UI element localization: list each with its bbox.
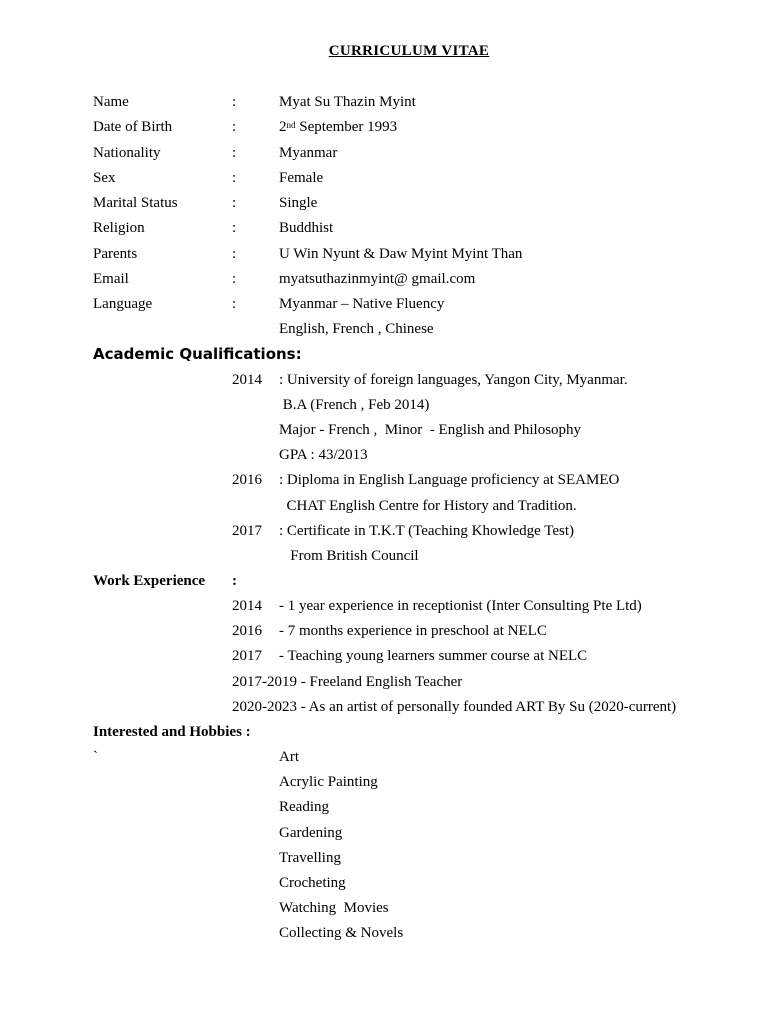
academic-line: : University of foreign languages, Yangon City, Myanmar. xyxy=(279,372,628,388)
month-year: September 1993 xyxy=(295,119,398,135)
detail-label: Nationality xyxy=(93,145,161,161)
detail-value: Single xyxy=(279,195,318,211)
detail-label: Sex xyxy=(93,170,116,186)
academic-line: : Diploma in English Language proficiency at SEAMEO xyxy=(279,472,620,488)
work-entry: - Teaching young learners summer course at NELC xyxy=(279,648,588,664)
academic-line: Major - French , Minor - English and Philosophy xyxy=(279,422,582,438)
academic-line: CHAT English Centre for History and Tradition. xyxy=(279,498,577,514)
section-heading-work: Work Experience xyxy=(93,573,206,589)
detail-colon: : xyxy=(232,296,237,312)
hobby-item: Acrylic Painting xyxy=(279,774,378,790)
detail-label: Email xyxy=(93,271,129,287)
detail-label: Parents xyxy=(93,246,138,262)
academic-year: 2014 xyxy=(232,372,262,388)
detail-colon: : xyxy=(232,271,237,287)
work-entry-long: 2020-2023 - As an artist of personally founded ART By Su (2020-current) xyxy=(232,699,677,715)
work-entry: - 1 year experience in receptionist (Inter Consulting Pte Ltd) xyxy=(279,598,642,614)
detail-value: myatsuthazinmyint@ gmail.com xyxy=(279,271,476,287)
detail-colon: : xyxy=(232,119,237,135)
detail-value: U Win Nyunt & Daw Myint Myint Than xyxy=(279,246,523,262)
work-year: 2017 xyxy=(232,648,262,664)
academic-line: B.A (French , Feb 2014) xyxy=(279,397,430,413)
day-suffix: nd xyxy=(286,120,296,130)
detail-colon: : xyxy=(232,246,237,262)
section-heading-hobbies: Interested and Hobbies : xyxy=(93,724,251,740)
hobby-item: Collecting & Novels xyxy=(279,925,404,941)
work-entry-long: 2017-2019 - Freeland English Teacher xyxy=(232,674,463,690)
document-title xyxy=(0,43,768,60)
detail-colon: : xyxy=(232,170,237,186)
stray-mark: ` xyxy=(93,749,98,765)
academic-line: GPA : 43/2013 xyxy=(279,447,368,463)
detail-value xyxy=(279,118,397,136)
detail-value: Myanmar – Native Fluency xyxy=(279,296,445,312)
detail-colon: : xyxy=(232,195,237,211)
detail-colon: : xyxy=(232,94,237,110)
hobby-item: Art xyxy=(279,749,299,765)
hobby-item: Travelling xyxy=(279,850,341,866)
detail-value: Buddhist xyxy=(279,220,334,236)
work-colon: : xyxy=(232,573,237,589)
detail-colon: : xyxy=(232,145,237,161)
work-year: 2016 xyxy=(232,623,262,639)
work-entry: - 7 months experience in preschool at NELC xyxy=(279,623,547,639)
section-heading-academic: Academic Qualifications: xyxy=(93,345,302,363)
language-extra: English, French , Chinese xyxy=(279,321,434,337)
detail-colon: : xyxy=(232,220,237,236)
academic-line: : Certificate in T.K.T (Teaching Khowledge Test) xyxy=(279,523,575,539)
hobby-item: Reading xyxy=(279,799,329,815)
detail-value: Female xyxy=(279,170,324,186)
detail-label: Religion xyxy=(93,220,145,236)
hobby-item: Gardening xyxy=(279,825,343,841)
academic-year: 2017 xyxy=(232,523,262,539)
detail-label: Name xyxy=(93,94,129,110)
detail-value: Myat Su Thazin Myint xyxy=(279,94,416,110)
hobby-item: Crocheting xyxy=(279,875,346,891)
detail-value: Myanmar xyxy=(279,145,338,161)
title-text: CURRICULUM VITAE xyxy=(328,43,490,59)
academic-year: 2016 xyxy=(232,472,262,488)
work-year: 2014 xyxy=(232,598,262,614)
day-number: 2 xyxy=(279,119,287,135)
detail-label: Language xyxy=(93,296,153,312)
academic-line: From British Council xyxy=(279,548,419,564)
hobby-item: Watching Movies xyxy=(279,900,389,916)
detail-label: Marital Status xyxy=(93,195,178,211)
detail-label: Date of Birth xyxy=(93,119,173,135)
